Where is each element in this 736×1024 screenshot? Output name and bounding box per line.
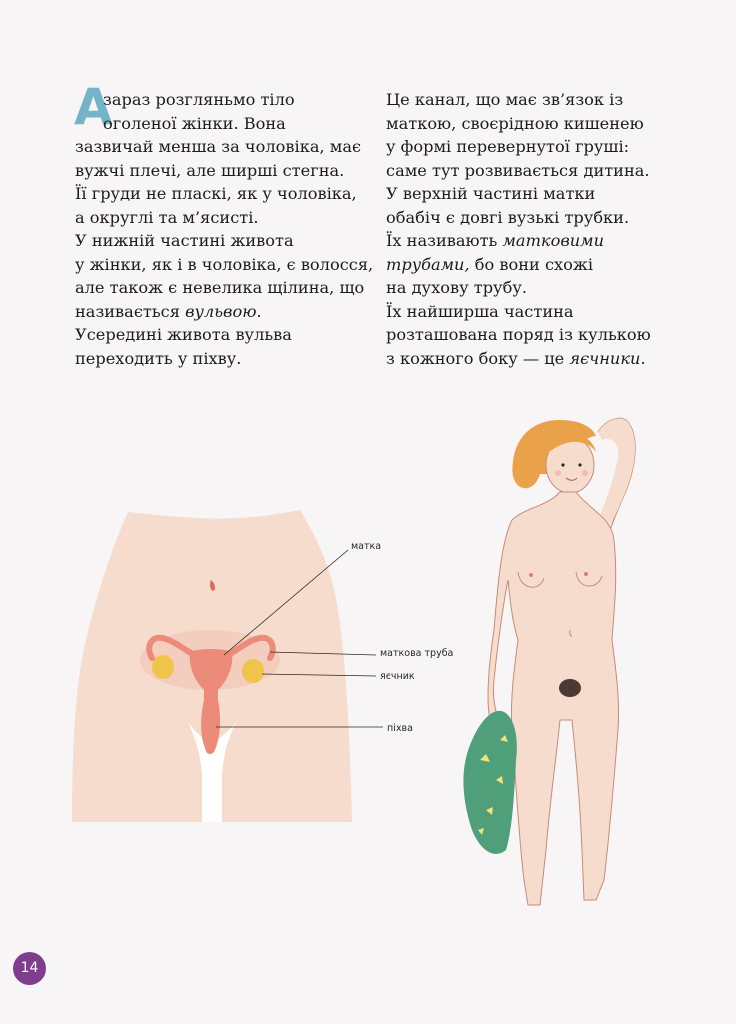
left-text-column [75, 88, 375, 370]
text-line-tubes [386, 229, 696, 253]
raised-arm-fill [598, 418, 635, 528]
text-line: Це канал, що має зв’язок із [386, 90, 624, 109]
text-fragment: з кожного боку — це [386, 348, 570, 368]
text-line: зазвичай менша за чоловіка, має [75, 137, 362, 156]
text-line: на духову трубу. [386, 278, 527, 297]
page-number-badge: 14 [13, 952, 46, 985]
text-fragment: називається [75, 301, 186, 321]
text-line: саме тут розвивається дитина. [386, 160, 650, 180]
term-ovaries: яєчники [569, 348, 641, 368]
text-line: а округлі та м’ясисті. [75, 207, 259, 227]
text-fragment: Їх називають [386, 231, 503, 250]
label-uterus: матка [351, 541, 382, 552]
text-line: вужчі плечі, але ширші стегна. [75, 160, 345, 180]
text-line: але також є невелика щілина, що [75, 278, 365, 297]
text-line: У нижній частині живота [75, 231, 294, 250]
text-fragment: бо вони схожі [469, 254, 593, 274]
text-line: оголеної жінки. Вона [103, 113, 286, 133]
label-fallopian-tube: маткова труба [380, 648, 454, 659]
cheek-right [582, 470, 588, 476]
eye-left [561, 463, 564, 466]
label-vagina: піхва [387, 723, 413, 734]
term-vulva: вульвою [185, 301, 257, 321]
woman-illustration [450, 410, 650, 930]
text-line: розташована поряд із кулькою [386, 325, 651, 344]
text-fragment: . [640, 348, 646, 368]
text-line: Їх найширша частина [386, 301, 574, 321]
text-line: зараз розгляньмо тіло [103, 90, 295, 109]
green-cloth [463, 711, 516, 854]
pubic-hair [559, 679, 581, 697]
ovary-right [242, 659, 264, 683]
term-tubes: матковими [502, 231, 605, 250]
text-line: У верхній частині матки [386, 184, 596, 203]
text-line-ovaries [386, 347, 696, 371]
nipple-right [584, 572, 588, 576]
text-line: у формі перевернутої груші: [386, 137, 630, 156]
eye-right [578, 463, 581, 466]
nipple-left [529, 573, 533, 577]
ovary-left [152, 655, 174, 679]
text-line: у жінки, як і в чоловіка, є волосся, [75, 254, 374, 274]
text-line: Її груди не пласкі, як у чоловіка, [75, 184, 357, 203]
text-line-tubes-2 [386, 253, 696, 277]
text-line: переходить у піхву. [75, 348, 242, 368]
drop-cap: А [74, 78, 113, 136]
text-line-vulva [75, 300, 375, 324]
cheek-left [555, 470, 561, 476]
right-text-column [386, 88, 696, 370]
term-tubes: трубами, [386, 254, 470, 274]
text-line: Усередині живота вульва [75, 325, 292, 344]
text-line: обабіч є довгі вузькі трубки. [386, 207, 630, 227]
label-ovary: яєчник [380, 671, 415, 682]
text-fragment: . [256, 301, 262, 321]
reproductive-anatomy-diagram [60, 505, 480, 835]
text-line: маткою, своєрідною кишенею [386, 113, 644, 133]
